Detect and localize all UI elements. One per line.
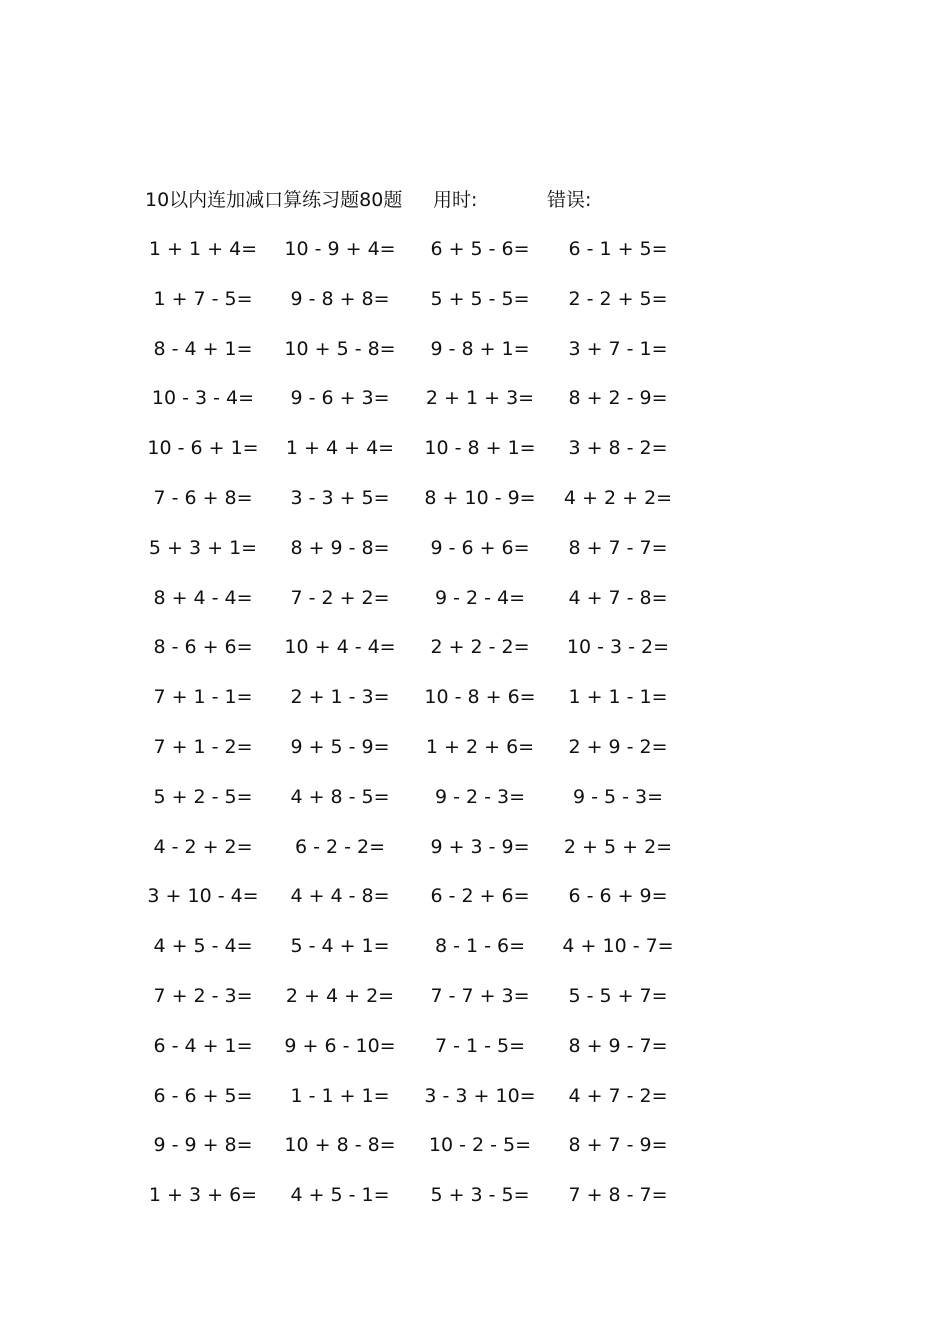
problem-row	[0, 881, 950, 911]
problem-item: 7 - 2 + 2=	[290, 586, 390, 609]
problem-item: 2 + 2 - 2=	[430, 636, 530, 659]
problem-item: 4 + 5 - 1=	[290, 1184, 390, 1207]
problem-row	[0, 782, 950, 812]
problem-item: 8 + 9 - 8=	[290, 536, 390, 559]
problem-item: 4 + 8 - 5=	[290, 785, 390, 808]
problem-item: 9 + 5 - 9=	[290, 736, 390, 758]
problem-item: 9 + 6 - 10=	[284, 1034, 396, 1057]
problem-item: 8 + 7 - 9=	[568, 1134, 668, 1157]
problem-item: 9 - 8 + 8=	[290, 287, 390, 310]
problem-item: 10 - 8 + 6=	[424, 686, 536, 709]
problem-row	[0, 284, 950, 314]
problem-item: 4 + 7 - 8=	[568, 586, 668, 609]
problem-item: 10 - 6 + 1=	[147, 437, 259, 460]
problem-item: 6 - 1 + 5=	[568, 238, 668, 260]
problem-row	[0, 732, 950, 762]
problem-item: 9 - 5 - 3=	[572, 785, 664, 808]
problem-item: 9 - 8 + 1=	[430, 337, 530, 360]
problem-item: 6 - 6 + 5=	[153, 1084, 253, 1107]
problem-item: 1 + 1 + 4=	[148, 238, 258, 260]
problem-item: 10 - 9 + 4=	[284, 238, 396, 260]
problem-item: 8 + 10 - 9=	[424, 487, 536, 509]
problem-row	[0, 1180, 950, 1210]
problem-row	[0, 583, 950, 613]
problem-row	[0, 383, 950, 413]
problem-item: 8 + 7 - 7=	[568, 536, 668, 559]
problem-row	[0, 1031, 950, 1061]
problem-item: 2 + 1 + 3=	[425, 387, 535, 410]
problem-item: 3 + 7 - 1=	[568, 337, 668, 360]
problem-item: 3 + 8 - 2=	[568, 437, 668, 460]
problem-item: 4 + 5 - 4=	[153, 935, 253, 958]
problem-item: 10 - 8 + 1=	[424, 437, 536, 460]
problem-item: 6 - 2 - 2=	[294, 835, 386, 858]
problem-item: 2 - 2 + 5=	[568, 287, 668, 310]
problem-row	[0, 632, 950, 662]
problem-row	[0, 234, 950, 264]
problem-item: 5 + 3 + 1=	[148, 536, 258, 559]
problem-item: 8 - 4 + 1=	[153, 337, 253, 360]
problem-row	[0, 931, 950, 961]
problem-row	[0, 433, 950, 463]
errors-label: 错误:	[547, 189, 592, 211]
problem-row	[0, 832, 950, 862]
problem-item: 1 + 1 - 1=	[568, 686, 668, 709]
problem-row	[0, 1130, 950, 1160]
problem-item: 7 + 2 - 3=	[153, 985, 253, 1007]
problem-item: 8 + 9 - 7=	[568, 1034, 668, 1057]
problem-item: 6 - 6 + 9=	[568, 885, 668, 908]
problem-row	[0, 981, 950, 1011]
problem-item: 8 + 4 - 4=	[153, 586, 253, 609]
problem-item: 7 + 1 - 1=	[153, 686, 253, 709]
problem-row	[0, 334, 950, 364]
problem-item: 5 + 2 - 5=	[153, 785, 253, 808]
problem-item: 2 + 5 + 2=	[563, 835, 673, 858]
problem-item: 7 + 1 - 2=	[153, 736, 253, 758]
problem-item: 5 + 5 - 5=	[430, 287, 530, 310]
problem-item: 3 - 3 + 5=	[290, 487, 390, 509]
problem-item: 1 + 4 + 4=	[285, 437, 395, 460]
problem-row	[0, 533, 950, 563]
problem-item: 7 - 6 + 8=	[153, 487, 253, 509]
problem-item: 4 + 4 - 8=	[290, 885, 390, 908]
problem-item: 4 - 2 + 2=	[153, 835, 253, 858]
worksheet-title: 10以内连加减口算练习题80题	[145, 189, 403, 211]
problem-item: 4 + 2 + 2=	[563, 487, 673, 509]
problem-item: 10 + 8 - 8=	[284, 1134, 396, 1157]
problem-item: 1 + 7 - 5=	[153, 287, 253, 310]
problem-item: 10 + 5 - 8=	[284, 337, 396, 360]
problem-item: 8 - 6 + 6=	[153, 636, 253, 659]
problem-item: 2 + 4 + 2=	[285, 985, 395, 1007]
problem-item: 2 + 1 - 3=	[290, 686, 390, 709]
problem-item: 8 + 2 - 9=	[568, 387, 668, 410]
problem-item: 6 - 2 + 6=	[430, 885, 530, 908]
problem-item: 1 + 2 + 6=	[425, 736, 535, 758]
problem-row	[0, 682, 950, 712]
problem-item: 2 + 9 - 2=	[568, 736, 668, 758]
problem-item: 3 - 3 + 10=	[424, 1084, 536, 1107]
problem-item: 9 - 9 + 8=	[153, 1134, 253, 1157]
problem-item: 9 - 2 - 4=	[434, 586, 526, 609]
problem-item: 7 - 7 + 3=	[430, 985, 530, 1007]
problem-item: 1 - 1 + 1=	[290, 1084, 390, 1107]
problem-item: 8 - 1 - 6=	[434, 935, 526, 958]
problem-row	[0, 1081, 950, 1111]
problem-item: 7 - 1 - 5=	[434, 1034, 526, 1057]
problem-item: 10 - 3 - 4=	[151, 387, 255, 410]
problem-row	[0, 483, 950, 513]
problem-item: 4 + 10 - 7=	[562, 935, 674, 958]
problem-item: 5 - 4 + 1=	[290, 935, 390, 958]
problem-item: 3 + 10 - 4=	[147, 885, 259, 908]
problem-item: 4 + 7 - 2=	[568, 1084, 668, 1107]
problem-item: 9 - 6 + 6=	[430, 536, 530, 559]
problem-item: 10 + 4 - 4=	[284, 636, 396, 659]
problem-item: 5 - 5 + 7=	[568, 985, 668, 1007]
problem-item: 10 - 3 - 2=	[566, 636, 670, 659]
time-label: 用时:	[433, 189, 478, 211]
problem-item: 10 - 2 - 5=	[428, 1134, 532, 1157]
problem-item: 1 + 3 + 6=	[148, 1184, 258, 1207]
problem-item: 6 + 5 - 6=	[430, 238, 530, 260]
problem-item: 5 + 3 - 5=	[430, 1184, 530, 1207]
problem-item: 9 + 3 - 9=	[430, 835, 530, 858]
problem-item: 9 - 6 + 3=	[290, 387, 390, 410]
problem-item: 6 - 4 + 1=	[153, 1034, 253, 1057]
problem-item: 7 + 8 - 7=	[568, 1184, 668, 1207]
problem-item: 9 - 2 - 3=	[434, 785, 526, 808]
